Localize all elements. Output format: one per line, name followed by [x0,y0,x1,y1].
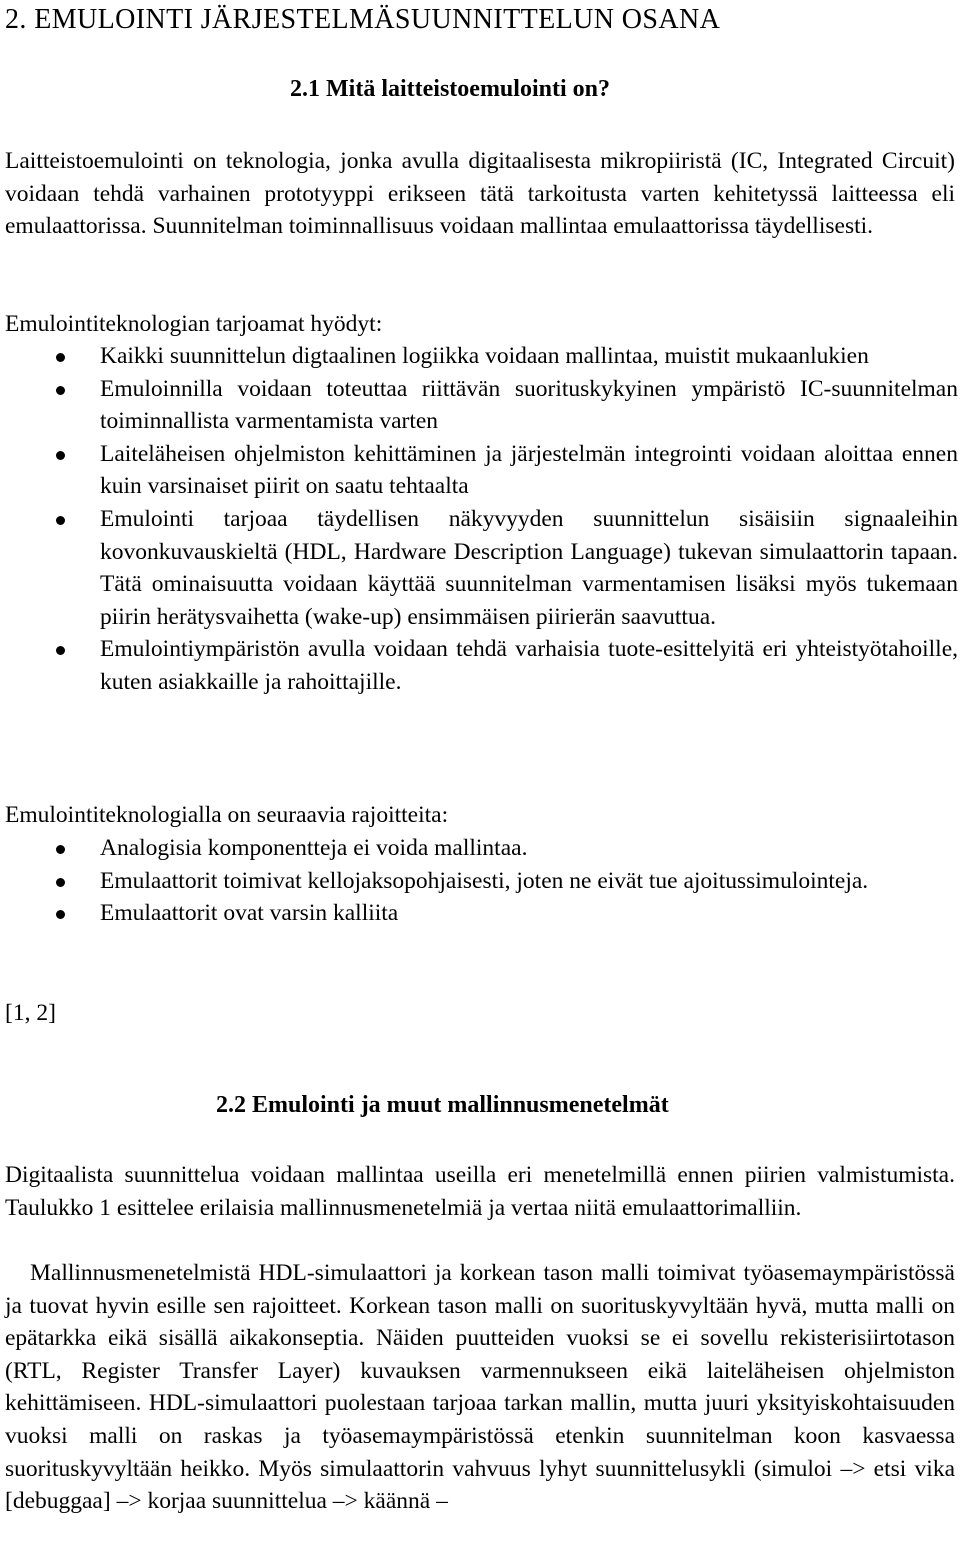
bullet-icon [56,516,65,525]
list-item [0,832,958,865]
list-item [0,865,958,898]
chapter-heading: 2. EMULOINTI JÄRJESTELMÄSUUNNITTELUN OSANA [5,4,721,35]
bullet-icon [56,386,65,395]
list-item [0,373,958,438]
list-item-text: Emulointiympäristön avulla voidaan tehdä varhaisia tuote-esittelyitä eri yhteistyötahoille, kuten asiakkaille ja rahoittajille. [100,636,958,695]
bullet-icon [56,353,65,362]
reference-citation: [1, 2] [5,1000,56,1026]
list-item [0,633,958,698]
bullet-icon [56,646,65,655]
list-item-text: Analogisia komponentteja ei voida mallintaa. [100,835,528,861]
list-item [0,897,958,930]
section2-paragraph-1: Digitaalista suunnittelua voidaan mallintaa useilla eri menetelmillä ennen piirien valmistumista. Taulukko 1 esittelee erilaisia mallinnusmenetelmiä ja vertaa niitä emulaattorimalliin. [5,1162,955,1221]
list-item-text: Emulaattorit toimivat kellojaksopohjaisesti, joten ne eivät tue ajoitussimulointeja. [100,867,869,894]
section-heading-2-1: 2.1 Mitä laitteistoemulointi on? [290,76,610,102]
benefits-lead: Emulointiteknologian tarjoamat hyödyt: [5,311,383,337]
list-item [0,340,958,373]
list-item [0,438,958,503]
section2-paragraph-2: Mallinnusmenetelmistä HDL-simulaattori ja korkean tason malli toimivat työasemaympäristössä ja tuovat hyvin esille sen rajoitteet. Korkean tason malli on suorituskyvyltään hyvä, mutta malli on epätarkka eikä sisällä aikakonseptia. Näiden puutteiden vuoksi se ei sovellu rekisterisiirtotason (RTL, Register Transfer Layer) kuvauksen varmennukseen eikä laiteläheisen ohjelmiston kehittämiseen. HDL-simulaattori puolestaan tarjoaa tarkan mallin, mutta juuri yksityiskohtaisuuden vuoksi malli on raskas ja työasemaympäristössä etenkin suunnitelman koon kasvaessa suorituskyvyltään heikko. Myös simulaattorin vahvuus lyhyt suunnittelusykli (simuloi –> etsi vika [debuggaa] –> korjaa suunnittelua –> käännä – [5,1260,955,1515]
benefits-list [0,340,958,699]
list-item-text: Kaikki suunnittelun digtaalinen logiikka voidaan mallintaa, muistit mukaanlukien [100,343,869,369]
list-item [0,503,958,633]
list-item-text: Emulaattorit ovat varsin kalliita [100,900,399,927]
bullet-icon [56,845,65,854]
bullet-icon [56,910,65,919]
intro-paragraph: Laitteistoemulointi on teknologia, jonka avulla digitaalisesta mikropiiristä (IC, Integrated Circuit) voidaan tehdä varhainen prototyyppi erikseen tätä tarkoitusta varten kehitetyssä laitteessa eli emulaattorissa. Suunnitelman toiminnallisuus voidaan mallintaa emulaattorissa täydellisesti. [5,148,955,240]
limits-list [0,832,958,930]
bullet-icon [56,878,65,887]
list-item-text: Laiteläheisen ohjelmiston kehittäminen ja järjestelmän integrointi voidaan aloittaa ennen kuin varsinaiset piirit on saatu tehtaalta [100,440,958,500]
bullet-icon [56,451,65,460]
section-heading-2-2: 2.2 Emulointi ja muut mallinnusmenetelmät [216,1092,669,1118]
limits-lead: Emulointiteknologialla on seuraavia rajoitteita: [5,802,449,828]
list-item-text: Emulointi tarjoaa täydellisen näkyvyyden suunnittelun sisäisiin signaaleihin kovonkuvauskieltä (HDL, Hardware Description Language) tukevan simulaattorin tapaan. Tätä ominaisuutta voidaan käyttää suunnitelman varmentamisen lisäksi myös tukemaan piirin herätysvaihetta (wake-up) ensimmäisen piirierän saavuttua. [100,505,958,630]
list-item-text: Emuloinnilla voidaan toteuttaa riittävän suorituskykyinen ympäristö IC-suunnitelman toiminnallista varmentamista varten [100,375,958,435]
